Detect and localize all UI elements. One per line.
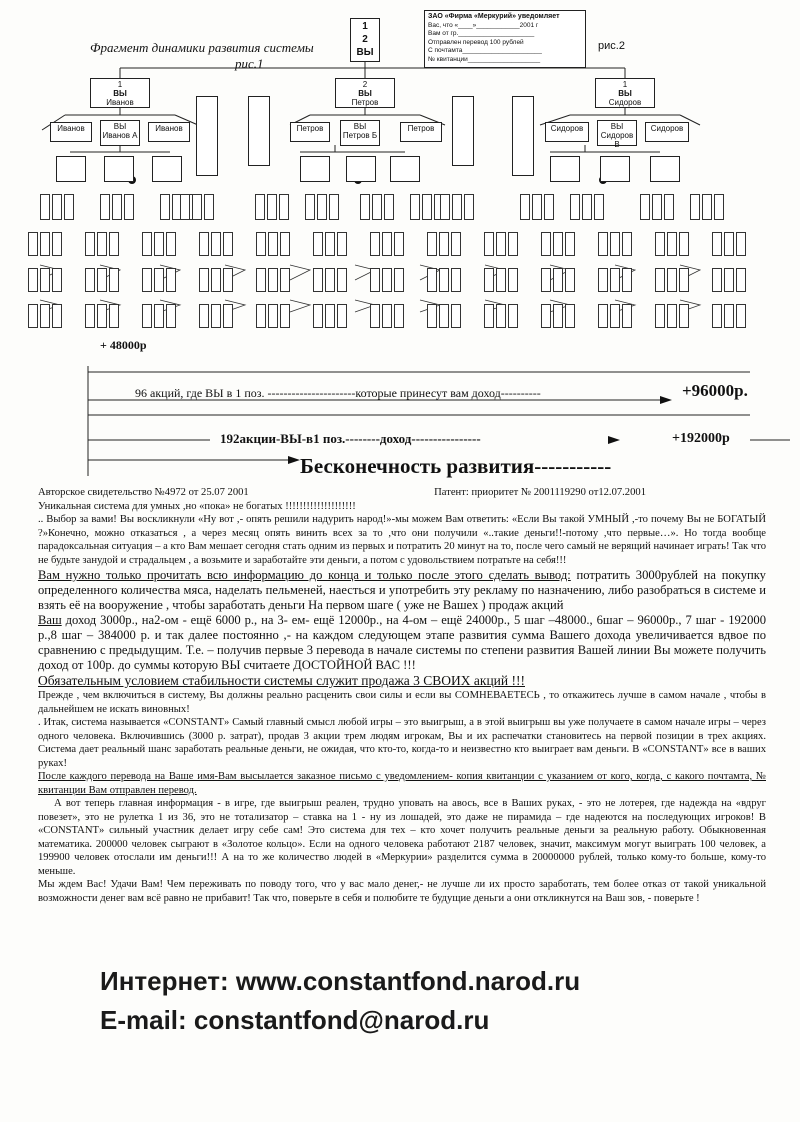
tiny-node xyxy=(313,304,323,328)
notice-title: ЗАО «Фирма «Меркурий» уведомляет xyxy=(428,13,560,20)
notice-form xyxy=(424,10,586,68)
tiny-node xyxy=(325,304,335,328)
tiny-node xyxy=(565,232,575,256)
tiny-node xyxy=(223,304,233,328)
l3-node xyxy=(56,156,86,182)
tiny-node xyxy=(724,232,734,256)
tiny-node xyxy=(28,232,38,256)
tiny-node xyxy=(582,194,592,220)
tiny-node xyxy=(440,194,450,220)
intro-text: Уникальная система для умных ,но «пока» не богатых !!!!!!!!!!!!!!!!!!!! xyxy=(38,500,356,512)
top-box-line2: 2 xyxy=(362,34,368,45)
tiny-node xyxy=(28,304,38,328)
tiny-node xyxy=(370,268,380,292)
tiny-node xyxy=(142,304,152,328)
income-48000: + 48000р xyxy=(100,338,147,352)
tiny-node xyxy=(382,268,392,292)
l2-node: ВЫ Иванов А xyxy=(100,120,140,146)
tiny-node xyxy=(508,232,518,256)
tiny-node xyxy=(702,194,712,220)
tiny-node xyxy=(382,232,392,256)
side-node xyxy=(248,96,270,166)
tiny-node xyxy=(109,268,119,292)
l2-node: Иванов xyxy=(50,122,92,142)
shares-192-text: 192акции-ВЫ-в1 поз.--------доход---------------- xyxy=(220,431,481,446)
tiny-node xyxy=(52,232,62,256)
tiny-node xyxy=(394,304,404,328)
notice-line: № квитанции____________________ xyxy=(428,55,541,63)
tiny-node xyxy=(508,268,518,292)
branch-sidorov xyxy=(595,78,655,108)
tiny-node xyxy=(40,232,50,256)
branch-ivanov xyxy=(90,78,150,108)
tiny-node xyxy=(394,268,404,292)
income-96000: +96000р. xyxy=(682,381,748,400)
tiny-node xyxy=(64,194,74,220)
tiny-node xyxy=(337,268,347,292)
tiny-node xyxy=(85,268,95,292)
l3-node xyxy=(346,156,376,182)
branch-name: Сидоров xyxy=(608,98,642,107)
internet-address[interactable]: Интернет: www.constantfond.narod.ru xyxy=(100,966,581,996)
l3-node xyxy=(300,156,330,182)
tiny-node xyxy=(410,194,420,220)
email-address[interactable]: E-mail: constantfond@narod.ru xyxy=(100,1005,490,1035)
paragraph-constant: . Итак, система называется «CONSTANT» Самый главный смысл любой игры – это выигрыш, а в этой выигрыш вы уже получаете в самом начале игры – через одного человека. Включившись (3000 р. затрат), продав 3 акции трем людям игрокам, Вы и их распечатки становитесь на первой позиции в трех акциях. Система дает реальный шанс заработать реальные деньги, не ожидая, что кто-то, когда-то и неизвестно кто выиграет вам деньги. В «CONSTANT» все в ваших руках! xyxy=(38,717,766,769)
branch-you: ВЫ xyxy=(618,89,632,98)
tiny-node xyxy=(223,232,233,256)
income-rest: доход 3000р., на2-ом - ещё 6000 р., на 3- ем- ещё 12000р., на 4-ом – ещё 24000р., 5 шаг –48000., 6шаг – 96000р., 7 шаг - 192000 р.,8 шаг – 384000 р. и так далее постоянно ,- на каждом следующем этапе развития сумма Вашего дохода увеличивается вдвое по сравнению с предыдущим. Т.е. – получив первые 3 перевода в начале системы по степени развития Вашей линии Вы можете получить доход от 100р. до суммы которую ВЫ считаете ДОСТОЙНОЙ ВАС !!! xyxy=(38,613,766,672)
branch-name: Петров xyxy=(351,98,379,107)
tiny-node xyxy=(598,304,608,328)
tiny-node xyxy=(553,232,563,256)
read-all-rest: потратить 3000рублей на покупку определенного количества мяса, наделать пельменей, наесться и употребить эту рекламу по назначению, либо разобраться в системе и взять её на вооружение , чтобы заработать деньги На первом шаге ( уже не Вашех ) продаж акций xyxy=(38,568,766,612)
tiny-node xyxy=(52,194,62,220)
tiny-node xyxy=(427,304,437,328)
tiny-node xyxy=(439,268,449,292)
tiny-node xyxy=(594,194,604,220)
tiny-node xyxy=(610,268,620,292)
tiny-node xyxy=(439,232,449,256)
document-body xyxy=(38,486,766,905)
paragraph-main-info: А вот теперь главная информация - в игре, где выигрыш реален, трудно уповать на авось, все в Ваших руках, - это не лотерея, где надежда на «вдруг повезет», это не рулетка 1 из 36, это не тотализатор – ставка на 1 - ну из лошадей, это даже не пирамида – где надеются на последующих игроков! В «CONSTANT» сильный участник делает игру себе сам! Это система для тех – кто хочет получить реальные деньги за реальную работу. Обыкновенная математика. 200000 человек сыграют в «Золотое кольцо». Если на одного человека работают 2187 человек, значит, максимум могут выиграть 100 человек, а 199900 человек отослали им деньги!!! А на то же количество людей в «Меркурии» разделится сумма в 20000000 рублей, только кому-то больше, кому-то меньше. xyxy=(38,798,766,877)
tiny-node xyxy=(655,232,665,256)
diagram-figure-label: рис.1 xyxy=(235,56,264,71)
tiny-node xyxy=(541,268,551,292)
tiny-node xyxy=(451,232,461,256)
tiny-node xyxy=(97,268,107,292)
tiny-node xyxy=(52,268,62,292)
tiny-node xyxy=(199,232,209,256)
tiny-node xyxy=(439,304,449,328)
l2-node: ВЫ Сидоров В xyxy=(597,120,637,146)
tiny-node xyxy=(40,268,50,292)
tiny-node xyxy=(52,304,62,328)
l2-node: Сидоров xyxy=(545,122,589,142)
branch-pos: 1 xyxy=(622,80,628,89)
tiny-node xyxy=(484,232,494,256)
tiny-node xyxy=(714,194,724,220)
tiny-node xyxy=(464,194,474,220)
tiny-node xyxy=(211,268,221,292)
tiny-node xyxy=(427,268,437,292)
copyright-text: Авторское свидетельство №4972 от 25.07 2001 xyxy=(38,487,249,498)
branch-you: ВЫ xyxy=(113,89,127,98)
tiny-node xyxy=(640,194,650,220)
tiny-node xyxy=(256,268,266,292)
tiny-node xyxy=(610,304,620,328)
paragraph-letter: После каждого перевода на Ваше имя-Вам высылается заказное письмо с уведомлением- копия квитанции с указанием от кого, когда, с какого почтамта, № квитанции Вам отправлен перевод. xyxy=(38,771,766,796)
side-node xyxy=(452,96,474,166)
tiny-node xyxy=(142,232,152,256)
tiny-node xyxy=(154,232,164,256)
tiny-node xyxy=(280,268,290,292)
income-192000: +192000р xyxy=(672,431,730,446)
tiny-node xyxy=(211,232,221,256)
read-all-lead: Вам нужно только прочитать всю информацию до конца и только после этого сделать вывод: xyxy=(38,568,571,582)
tiny-node xyxy=(622,232,632,256)
tiny-node xyxy=(313,268,323,292)
tiny-node xyxy=(204,194,214,220)
tiny-node xyxy=(280,232,290,256)
tiny-node xyxy=(100,194,110,220)
tiny-node xyxy=(496,268,506,292)
paragraph-choice: .. Выбор за вами! Вы воскликнули «Ну вот ,- опять решили надурить народ!»-мы можем Вам ответить: «Если Вы такой УМНЫЙ ,-то почему Вы не БОГАТЫЙ ?»Конечно, можно отказаться , а через месяц опять винить всех за то ,что они получили «..такие деньги!!-потому ,что первые…». Но тогда вообще парадоксальная ситуация – а кто Вам мешает сегодня стать одним из первых и потратить 20 минут на то, после чего самый не верящий начинает играть! Так что не будьте занудой и страдальцем , а возьмите и заработайте эти деньги, а потом с удовольствием потратьте на себя!!! xyxy=(38,514,766,566)
tiny-node xyxy=(370,304,380,328)
tiny-node xyxy=(394,232,404,256)
tiny-node xyxy=(370,232,380,256)
tiny-node xyxy=(223,268,233,292)
tiny-node xyxy=(199,268,209,292)
notice-line: Вам от гр._____________________ xyxy=(428,30,535,37)
tiny-node xyxy=(112,194,122,220)
l2-node: Петров xyxy=(290,122,330,142)
paragraph-read-all xyxy=(38,568,766,613)
tiny-node xyxy=(655,304,665,328)
tiny-node xyxy=(484,304,494,328)
side-node xyxy=(196,96,218,176)
tiny-node xyxy=(85,232,95,256)
tiny-node xyxy=(553,304,563,328)
tiny-node xyxy=(679,232,689,256)
tiny-node xyxy=(180,194,190,220)
l2-node: ВЫ Петров Б xyxy=(340,120,380,146)
tiny-node xyxy=(337,304,347,328)
tiny-node xyxy=(382,304,392,328)
notice-line: С почтамта______________________ xyxy=(428,47,542,54)
branch-name: Иванов xyxy=(106,98,134,107)
tiny-node xyxy=(97,304,107,328)
tiny-node xyxy=(40,304,50,328)
top-box-line1: 1 xyxy=(362,21,368,32)
l2-node: Иванов xyxy=(148,122,190,142)
tiny-node xyxy=(160,194,170,220)
tiny-node xyxy=(192,194,202,220)
top-you-box xyxy=(350,18,380,62)
tiny-node xyxy=(142,268,152,292)
branch-petrov xyxy=(335,78,395,108)
side-node xyxy=(512,96,534,176)
tiny-node xyxy=(337,232,347,256)
income-lead: Ваш xyxy=(38,613,62,627)
tiny-node xyxy=(541,232,551,256)
tiny-node xyxy=(690,194,700,220)
tiny-node xyxy=(541,304,551,328)
tiny-node xyxy=(496,304,506,328)
tiny-node xyxy=(667,232,677,256)
tiny-node xyxy=(166,232,176,256)
tiny-node xyxy=(166,304,176,328)
l2-node: Петров xyxy=(400,122,442,142)
tiny-node xyxy=(452,194,462,220)
tiny-node xyxy=(610,232,620,256)
top-box-line3: ВЫ xyxy=(356,47,374,58)
tiny-node xyxy=(268,268,278,292)
tiny-node xyxy=(97,232,107,256)
tiny-node xyxy=(496,232,506,256)
tiny-node xyxy=(384,194,394,220)
registration-line xyxy=(38,486,766,500)
paragraph-condition: Обязательным условием стабильности системы служит продажа 3 СВОИХ акций !!! xyxy=(38,673,525,688)
diagram-title: Фрагмент динамики развития системы xyxy=(90,40,314,55)
tiny-node xyxy=(256,232,266,256)
tiny-node xyxy=(679,304,689,328)
tiny-node xyxy=(667,304,677,328)
tiny-node xyxy=(553,268,563,292)
tiny-node xyxy=(124,194,134,220)
tiny-node xyxy=(372,194,382,220)
tiny-node xyxy=(565,304,575,328)
tiny-node xyxy=(724,268,734,292)
tiny-node xyxy=(652,194,662,220)
l3-node xyxy=(104,156,134,182)
patent-text: Патент: приоритет № 2001119290 от12.07.2001 xyxy=(434,487,646,498)
tiny-node xyxy=(679,268,689,292)
tiny-node xyxy=(736,304,746,328)
paragraph-income xyxy=(38,613,766,673)
tiny-node xyxy=(565,268,575,292)
tiny-node xyxy=(520,194,530,220)
tiny-node xyxy=(736,268,746,292)
tiny-node xyxy=(28,268,38,292)
l3-node xyxy=(152,156,182,182)
tiny-node xyxy=(724,304,734,328)
branch-pos: 2 xyxy=(362,80,368,89)
tiny-node xyxy=(570,194,580,220)
branch-you: ВЫ xyxy=(358,89,372,98)
tiny-node xyxy=(532,194,542,220)
fig2-label: рис.2 xyxy=(598,40,625,52)
tiny-node xyxy=(427,232,437,256)
l2-node: Сидоров xyxy=(645,122,689,142)
tiny-node xyxy=(109,232,119,256)
tiny-node xyxy=(329,194,339,220)
tiny-node xyxy=(267,194,277,220)
notice-line: Отправлен перевод 100 рублей xyxy=(428,38,524,46)
l3-node xyxy=(650,156,680,182)
l3-node xyxy=(550,156,580,182)
tiny-node xyxy=(422,194,432,220)
tiny-node xyxy=(508,304,518,328)
tiny-node xyxy=(256,304,266,328)
tiny-node xyxy=(154,268,164,292)
tiny-node xyxy=(279,194,289,220)
tiny-node xyxy=(305,194,315,220)
tiny-node xyxy=(712,268,722,292)
tiny-node xyxy=(154,304,164,328)
tiny-node xyxy=(712,304,722,328)
tiny-node xyxy=(622,268,632,292)
tiny-node xyxy=(712,232,722,256)
paragraph-closing: Мы ждем Вас! Удачи Вам! Чем переживать по поводу того, что у вас мало денег,- не лучше ли их просто заработать, тем более отказ от такой уникальной возможности денег вам всё равно не прибавит! Так что, поверьте в себя и полюбите те будущие деньги а они откликнутся на Ваш зов, - поверьте ! xyxy=(38,879,766,904)
tiny-node xyxy=(255,194,265,220)
tiny-node xyxy=(544,194,554,220)
tiny-node xyxy=(325,268,335,292)
tiny-node xyxy=(484,268,494,292)
tiny-node xyxy=(360,194,370,220)
tiny-node xyxy=(598,232,608,256)
tiny-node xyxy=(622,304,632,328)
tiny-node xyxy=(199,304,209,328)
tiny-node xyxy=(109,304,119,328)
tiny-node xyxy=(211,304,221,328)
tiny-node xyxy=(280,304,290,328)
infinity-heading: Бесконечность развития----------- xyxy=(300,454,612,478)
tiny-node xyxy=(268,232,278,256)
l3-node xyxy=(390,156,420,182)
notice-line: Вас, что «____»____________2001 г xyxy=(428,21,539,29)
tiny-node xyxy=(317,194,327,220)
tiny-node xyxy=(664,194,674,220)
tiny-node xyxy=(313,232,323,256)
tiny-node xyxy=(598,268,608,292)
tiny-node xyxy=(736,232,746,256)
tiny-node xyxy=(451,268,461,292)
branch-pos: 1 xyxy=(117,80,123,89)
shares-96-text: 96 акций, где ВЫ в 1 поз. ----------------------которые принесут вам доход---------- xyxy=(135,386,541,400)
tiny-node xyxy=(268,304,278,328)
tiny-node xyxy=(655,268,665,292)
tiny-node xyxy=(85,304,95,328)
tiny-node xyxy=(451,304,461,328)
tiny-node xyxy=(166,268,176,292)
tiny-node xyxy=(325,232,335,256)
l3-node xyxy=(600,156,630,182)
tiny-node xyxy=(667,268,677,292)
tiny-node xyxy=(40,194,50,220)
paragraph-before-join: Прежде , чем включиться в систему, Вы должны реально расценить свои силы и если вы СОМНЕВАЕТЕСЬ , то откажитесь лучше в самом начале , чтобы в дальнейшем не искать виновных! xyxy=(38,690,766,715)
